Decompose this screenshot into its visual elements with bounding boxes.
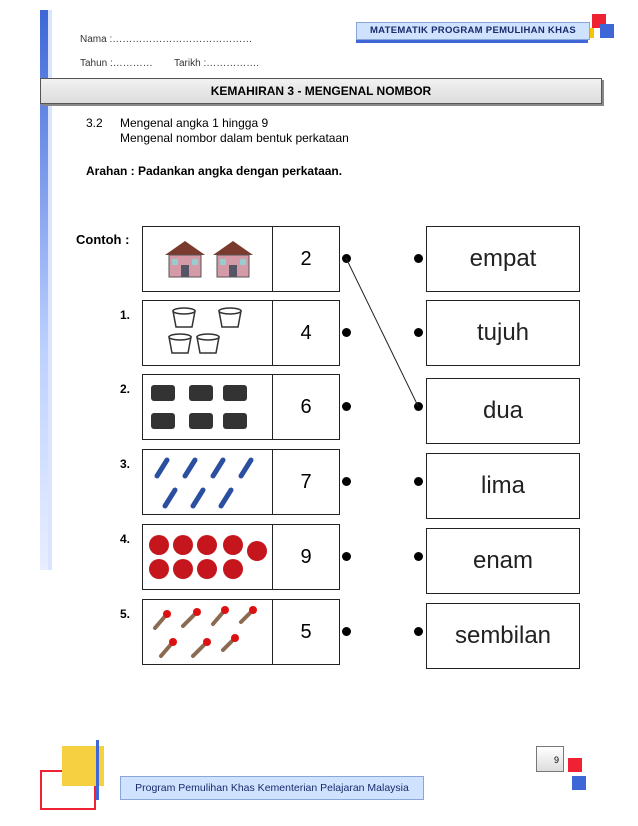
- row-label-1: 1.: [120, 308, 131, 322]
- footer-text: Program Pemulihan Khas Kementerian Pelajaran Malaysia: [120, 776, 424, 800]
- word-box-5: sembilan: [426, 603, 580, 669]
- number-box-1: 4: [272, 300, 340, 366]
- page-number: 9: [536, 746, 564, 772]
- word-box-0: empat: [426, 226, 580, 292]
- tahun-field: Tahun :…………: [80, 58, 153, 69]
- section-line-1: Mengenal angka 1 hingga 9: [120, 116, 269, 130]
- footer-decor-red-square: [568, 758, 582, 772]
- number-box-3: 7: [272, 449, 340, 515]
- footer-decor-bar: [96, 740, 99, 800]
- row-label-3: 3.: [120, 457, 131, 471]
- program-title: MATEMATIK PROGRAM PEMULIHAN KHAS: [356, 22, 590, 40]
- section-line-2: Mengenal nombor dalam bentuk perkataan: [120, 131, 349, 145]
- footer-decor-blue-square: [572, 776, 586, 790]
- number-box-2: 6: [272, 374, 340, 440]
- row-label-2: 2.: [120, 382, 131, 396]
- example-label: Contoh :: [76, 232, 130, 247]
- row-label-5: 5.: [120, 607, 131, 621]
- word-box-3: lima: [426, 453, 580, 519]
- number-box-0: 2: [272, 226, 340, 292]
- word-box-1: tujuh: [426, 300, 580, 366]
- row-label-4: 4.: [120, 532, 131, 546]
- word-box-4: enam: [426, 528, 580, 594]
- page-title: KEMAHIRAN 3 - MENGENAL NOMBOR: [40, 78, 602, 104]
- section-number: 3.2: [86, 116, 103, 130]
- instruction: Arahan : Padankan angka dengan perkataan.: [86, 164, 343, 178]
- number-box-5: 5: [272, 599, 340, 665]
- nama-field: Nama :……………………………………: [80, 34, 253, 45]
- word-box-2: dua: [426, 378, 580, 444]
- number-box-4: 9: [272, 524, 340, 590]
- tarikh-field: Tarikh :…………….: [174, 58, 260, 69]
